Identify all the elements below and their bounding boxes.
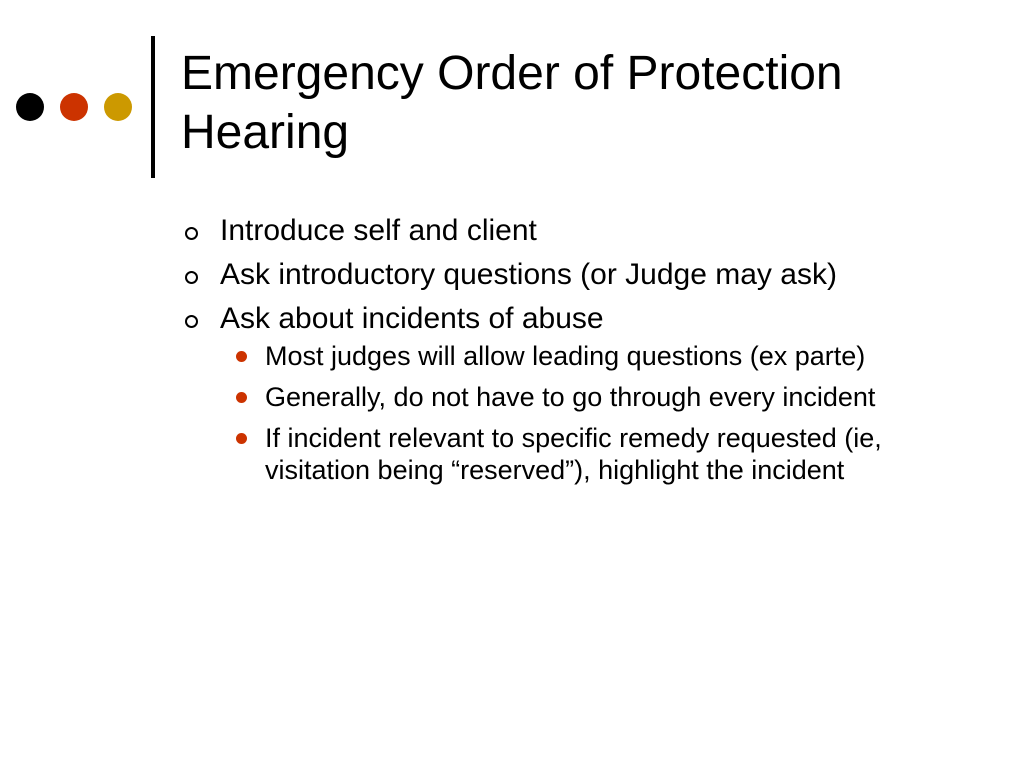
red-dot-bullet-icon	[236, 392, 247, 403]
sub-bullet-list	[220, 340, 943, 486]
bullet-item	[183, 301, 943, 486]
title-divider	[151, 36, 155, 178]
sub-bullet-text: Generally, do not have to go through every incident	[265, 382, 876, 412]
hollow-circle-bullet-icon	[185, 271, 198, 284]
bullet-text: Ask about incidents of abuse	[220, 302, 604, 335]
bullet-list	[183, 213, 943, 495]
decorative-dots	[0, 0, 150, 200]
red-dot-bullet-icon	[236, 433, 247, 444]
slide-title: Emergency Order of Protection Hearing	[181, 47, 843, 159]
hollow-circle-bullet-icon	[185, 227, 198, 240]
black-dot-icon	[16, 93, 44, 121]
sub-bullet-item	[220, 340, 943, 372]
bullet-text: Ask introductory questions (or Judge may ask)	[220, 258, 837, 291]
bullet-item	[183, 257, 943, 292]
gold-dot-icon	[104, 93, 132, 121]
sub-bullet-text: If incident relevant to specific remedy requested (ie, visitation being “reserved”), highlight the incident	[265, 423, 882, 485]
bullet-text: Introduce self and client	[220, 214, 537, 247]
red-dot-icon	[60, 93, 88, 121]
hollow-circle-bullet-icon	[185, 315, 198, 328]
bullet-item	[183, 213, 943, 248]
sub-bullet-text: Most judges will allow leading questions (ex parte)	[265, 341, 866, 371]
sub-bullet-item	[220, 422, 943, 486]
sub-bullet-item	[220, 381, 943, 413]
red-dot-bullet-icon	[236, 351, 247, 362]
